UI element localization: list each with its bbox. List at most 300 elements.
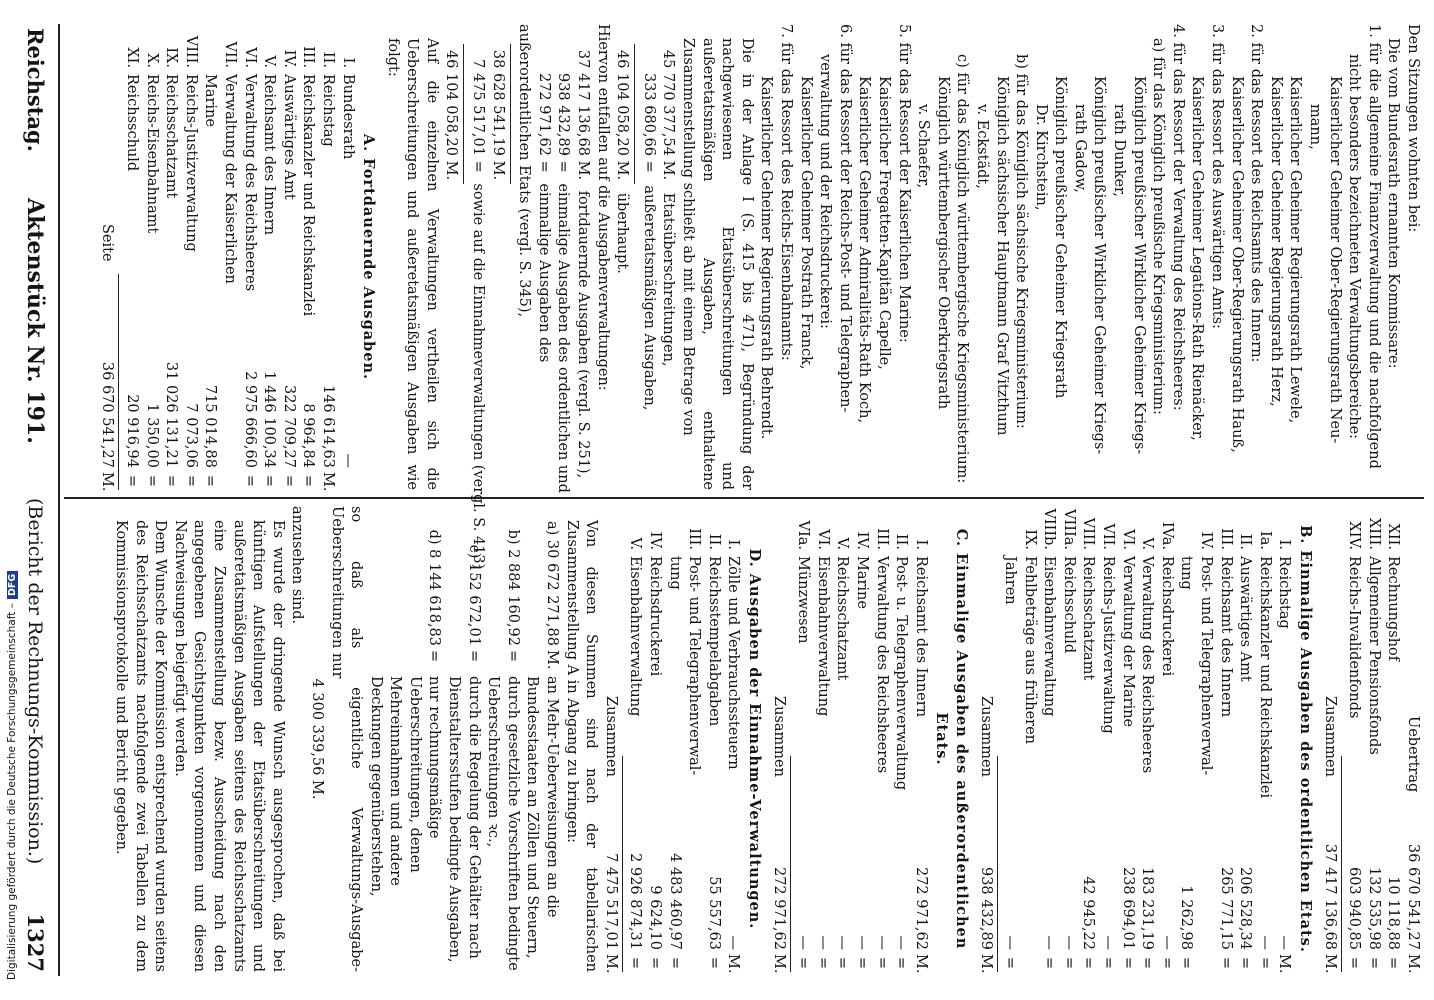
row-label: Reichsstempelabgaben (705, 556, 722, 727)
table-row (684, 506, 704, 972)
amount: d) 8 144 618,83 (426, 529, 443, 646)
text-line: Kaiserlicher Fregatten-Kapitän Capelle, (875, 76, 892, 370)
row-label: Verwaltung des Reichsheeres (873, 556, 890, 774)
label: sowie auf die Einnahmeverwaltungen (vergl. S. 413) (470, 183, 487, 570)
deduction-row (365, 506, 443, 972)
table-row (723, 506, 743, 972)
label: Zusammen (977, 696, 994, 777)
section-a-table (121, 24, 356, 490)
row-amount: 9 624,10 (647, 885, 664, 950)
row-label: Reichskanzler und Reichskanzlei (1256, 556, 1273, 799)
row-label: Verwaltung des Reichsheeres (1139, 556, 1156, 774)
row-unit: M. (725, 954, 742, 974)
unit: M. (99, 472, 116, 492)
row-label: Eisenbahnverwaltung (627, 556, 644, 717)
row-number: III. (300, 46, 317, 68)
table-row (1137, 506, 1157, 972)
row-amount: — (814, 935, 831, 950)
row-label: Reichstag (1276, 556, 1293, 629)
label: Uebertrag (1405, 716, 1421, 793)
unit: = (465, 650, 482, 663)
deduction-row (522, 506, 561, 972)
amount: a) 30 672 271,88 (544, 521, 561, 646)
label: überhaupt. (614, 192, 631, 274)
row-amount: 7 073,06 (182, 403, 199, 468)
row-amount: — (725, 935, 742, 950)
row-number: VI. (241, 47, 258, 68)
row-label: Reichsschuld (1060, 556, 1077, 654)
header-center: Aktenstück Nr. 191. (22, 198, 48, 444)
row-amount: — (339, 453, 356, 468)
row-number: XIII. (1365, 517, 1382, 550)
text-line: 3. für das Ressort des Auswärtigen Amts: (1209, 24, 1226, 329)
sum-rule (118, 274, 119, 490)
amount: c) 152 672,01 (465, 544, 482, 646)
row-number: VIa. (795, 520, 812, 550)
zusammen-row (975, 506, 995, 972)
row-unit: = (814, 956, 831, 970)
row-number: II. (705, 533, 722, 550)
row-label: tung (666, 556, 683, 590)
row-label: Eisenbahnverwaltung (1041, 556, 1058, 717)
table-row (1019, 506, 1039, 972)
sum-row (612, 24, 632, 490)
table-row (703, 506, 723, 972)
row-amount: 603 940,85 (1346, 866, 1363, 950)
unit: = (640, 160, 657, 173)
row-label: Verwaltung des Reichsheeres (241, 74, 258, 292)
row-amount: 183 231,19 (1139, 866, 1156, 950)
text-line: Kaiserlicher Geheimer Legations-Rath Rienäcker, (1189, 76, 1206, 441)
unit: = (470, 160, 487, 173)
row-label: Eisenbahnverwaltung (814, 556, 831, 717)
row-amount: 31 026 131,21 (163, 361, 180, 468)
paragraph-wunsch: Es wurde der dringende Wunsch ausgesprochen, daß bei künftigen Aufstellungen der Etatsüberschreitungen und außeretatsmäßigen Ausgaben seitens des Reichsschatzamts eine Zusammenstellung bezw. Ausscheidung nach den angegebenen Gesichtspunkten vorgenommen und diesen Nachweisungen beigefügt werden. (171, 520, 286, 972)
section-d-heading: D. Ausgaben der Einnahme-Verwaltungen. (746, 548, 763, 930)
row-label: Reichsamt des Innern (261, 74, 278, 236)
paragraph-eigentliche: so daß als eigentliche Verwaltungs-Ausgabe-Ueberschreitungen nur (328, 506, 365, 972)
row-label: Münzwesen (795, 556, 812, 644)
unit: = (535, 160, 552, 173)
amount: 38 628 541,19 (489, 49, 506, 156)
row-number: V. (261, 55, 278, 68)
row-amount: 715 014,88 (202, 384, 219, 468)
unit: M. (1321, 954, 1338, 974)
row-number: VI. (814, 529, 831, 550)
sum-rule (790, 756, 791, 972)
row-unit: = (143, 474, 160, 488)
row-label: Reichsschatzamt (163, 74, 180, 199)
row-number: XII. (1385, 523, 1402, 550)
text-line: Kaiserlicher Geheimer Regierungsrath Lewele, (1287, 76, 1304, 424)
row-unit: = (1139, 956, 1156, 970)
row-unit: = (124, 474, 140, 488)
row-amount: 2 975 666,60 (241, 371, 258, 468)
table-row (812, 506, 832, 972)
table-row (239, 24, 259, 490)
unit: M. (575, 160, 592, 181)
text-line: Kaiserlicher Geheimer Regierungsrath Herz, (1267, 76, 1284, 407)
table-row (625, 506, 645, 972)
row-unit: = (1158, 956, 1175, 970)
zusammen-row (1319, 506, 1339, 972)
row-number: III. (1217, 528, 1234, 550)
unit: M. (308, 780, 325, 800)
amount: 938 432,89 (977, 866, 994, 950)
row-number: X. (143, 53, 160, 68)
table-row (1274, 506, 1294, 972)
sum-rule (634, 44, 635, 184)
amount: 36 670 541,27 (1405, 843, 1421, 950)
row-label: Rechnungshof (1385, 556, 1402, 662)
text-line: Kaiserlicher Geheimer Regierungsrath Behrendt. (758, 76, 775, 440)
text-line: a) für das Königlich preußische Kriegsministerium: (1150, 38, 1167, 415)
amount: 7 475 517,01 (470, 59, 487, 156)
amount: 272 971,62 (770, 866, 787, 950)
text-line: Kaiserlicher Geheimer Postrath Franck, (797, 76, 814, 370)
row-unit: = (1178, 956, 1195, 970)
row-number: I. (912, 539, 929, 550)
row-label: Zölle und Verbrauchssteuern (725, 556, 742, 770)
row-unit: = (1256, 956, 1273, 970)
amount: 7 475 517,01 (602, 853, 619, 950)
row-amount: 8 964,84 (300, 403, 317, 468)
zusammen-row (768, 506, 788, 972)
row-label: Verwaltung der Marine (1119, 556, 1136, 728)
table-row (121, 24, 141, 490)
row-amount: 55 557,63 (705, 876, 722, 950)
unit: = (504, 650, 521, 663)
text-line: Kaiserlicher Geheimer Admiralitäts-Rath Koch, (856, 76, 873, 424)
paragraph-distribution: Auf die einzelnen Verwaltungen vertheilen sich die Ueberschreitungen und außeretatsmäßigen Ausgaben wie folgt: (384, 38, 440, 490)
unit: = (555, 160, 572, 173)
text-line: nicht besonders bezeichneten Verwaltungsbereiche: (1346, 54, 1363, 440)
label: Etatsüberschreitungen, (660, 192, 677, 367)
row-amount: 272 971,62 (912, 866, 929, 950)
row-number: VIII. (182, 35, 199, 68)
amount: 46 104 058,20 (614, 49, 631, 156)
row-number: III. (873, 528, 890, 550)
unit: M. (602, 954, 619, 974)
row-label: Reichs-Justizverwaltung (182, 74, 199, 252)
text-line: v. Schaefer, (915, 104, 932, 189)
section-d-table (625, 506, 743, 972)
row-number: VII. (1100, 523, 1117, 550)
row-unit: = (627, 956, 644, 970)
row-label: Auswärtiges Amt (280, 74, 297, 200)
table-row (1156, 506, 1176, 972)
row-label: Jahren (1002, 556, 1019, 605)
row-unit: = (1002, 956, 1019, 970)
unit: = (426, 650, 443, 663)
table-row (1344, 506, 1364, 972)
table-row (298, 24, 318, 490)
intro-line: Den Sitzungen wohnten bei: (1405, 24, 1421, 233)
sum-row (468, 24, 488, 570)
row-amount: 42 945,22 (1080, 876, 1097, 950)
right-column (66, 506, 1422, 972)
unit: M. (660, 160, 677, 181)
row-number: IVa. (1158, 521, 1175, 550)
text-line: mann, (1307, 104, 1324, 150)
table-row (219, 24, 239, 490)
row-unit: = (1119, 956, 1136, 970)
table-row (1363, 506, 1383, 972)
row-unit: = (300, 474, 317, 488)
row-amount: — (1256, 935, 1273, 950)
text-line: 1. für die allgemeine Finanzverwaltung und die nachfolgend (1365, 24, 1382, 469)
text-line: Königlich württembergischer Oberkriegsrath (934, 76, 951, 410)
table-row (1058, 506, 1078, 972)
row-unit: = (853, 956, 870, 970)
table-row (1383, 506, 1403, 972)
row-label: Marine (853, 556, 870, 609)
row-amount: — (795, 935, 812, 950)
text-line: 5. für das Ressort der Kaiserlichen Marine: (895, 24, 912, 343)
unit: M. (1405, 954, 1421, 974)
sum-row (441, 24, 461, 490)
digitization-credit (6, 280, 24, 980)
row-amount: 322 709,27 (280, 384, 297, 468)
text-line: 7. für das Ressort des Reichs-Eisenbahnamts: (778, 24, 794, 361)
sum-rule (997, 756, 998, 972)
table-row (180, 24, 200, 490)
sum-row (553, 24, 573, 493)
amount: 36 670 541,27 (99, 361, 116, 468)
row-amount: — (1060, 935, 1077, 950)
header-center-sub: (Bericht der Rechnungs-Kommission.) (24, 498, 46, 865)
row-amount: 2 926 874,31 (627, 853, 644, 950)
text-line: 2. für das Ressort des Reichsamts des Innern: (1248, 24, 1265, 363)
row-amount: — (1002, 935, 1019, 950)
row-amount: — (1276, 935, 1293, 950)
row-number: IX. (1021, 529, 1038, 550)
table-row (793, 506, 813, 972)
row-number: IV. (853, 531, 870, 550)
row-number: I. (1276, 539, 1293, 550)
sum-rule (464, 44, 465, 184)
row-amount: — (893, 935, 910, 950)
table-row (259, 24, 279, 490)
row-number: IX. (163, 47, 180, 68)
row-amount: — (853, 935, 870, 950)
row-label: Reichsschuld (124, 74, 140, 172)
row-amount: 146 614,63 (319, 384, 336, 468)
row-number: XIV. (1346, 521, 1363, 550)
row-amount: 265 771,15 (1217, 866, 1234, 950)
row-label: Reichsamt des Innern (912, 556, 929, 718)
row-label: Reichsdruckerei (647, 556, 664, 677)
amount: 37 417 136,68 (575, 49, 592, 156)
unit: M. (443, 160, 460, 181)
row-number: VII. (221, 41, 238, 68)
row-number: VIII. (1080, 517, 1097, 550)
row-label: Reichsschatzamt (1080, 556, 1097, 681)
row-unit: = (1041, 956, 1058, 970)
section-b-table (1000, 506, 1294, 972)
section-a-heading: A. Fortdauernde Ausgaben. (360, 133, 378, 381)
row-unit: = (666, 956, 683, 970)
table-row (891, 506, 911, 972)
uebertrag-row (1402, 506, 1422, 972)
amount: 272 971,62 (535, 72, 552, 156)
header-left: Reichstag. (23, 28, 48, 152)
text-line: Dr. Kirchstein, (1032, 104, 1049, 211)
row-amount: — (873, 935, 890, 950)
sum-row (638, 24, 658, 490)
row-label: Fehlbeträge aus früheren (1021, 556, 1038, 745)
unit: M. (489, 160, 506, 181)
row-label: Allgemeiner Pensionsfonds (1365, 556, 1382, 755)
text-line: rath Dunker, (1111, 104, 1128, 197)
row-number: Ia. (1256, 531, 1273, 550)
row-unit: = (705, 956, 722, 970)
table-row (200, 24, 220, 490)
row-number: V. (1139, 537, 1156, 550)
sum-row (487, 24, 507, 490)
row-unit: = (1080, 956, 1097, 970)
text-line: rath Gadow, (1071, 104, 1088, 193)
text-line: 4. für das Ressort der Verwaltung des Reichsheeres: (1169, 24, 1186, 411)
unit: M. (770, 954, 787, 974)
row-label: Reichs-Invalidenfonds (1346, 556, 1363, 719)
unit: M. (977, 954, 994, 974)
row-unit: = (1346, 956, 1363, 970)
row-number: V. (834, 537, 851, 550)
sum-row (658, 24, 678, 490)
amount: 37 417 136,68 (1321, 843, 1338, 950)
text-line: Kaiserlicher Geheimer Ober-Regierungsrath Neu- (1326, 76, 1343, 444)
table-row (1098, 506, 1118, 972)
row-number: XI. (124, 47, 140, 68)
sum-rule (1341, 756, 1342, 972)
section-b-heading: B. Einmalige Ausgaben des ordentlichen Etats. (1297, 525, 1315, 953)
text-line: c) für das Königlich württembergische Kriegsministerium: (954, 54, 971, 484)
row-number: II. (319, 51, 336, 68)
amount: 938 432,89 (555, 72, 572, 156)
label: durch die Regelung der Gehälter nach Dienstaltersstufen bedingte Ausgaben, (446, 676, 482, 963)
row-unit: = (163, 474, 180, 488)
row-unit: = (1237, 956, 1254, 970)
text-line: 6. für das Ressort der Reichs-Post- und Telegraphen- (836, 24, 853, 413)
table-row (1078, 506, 1098, 972)
row-amount: 238 694,01 (1119, 866, 1136, 950)
text-line: Königlich sächsischer Hauptmann Graf Vitzthum (993, 76, 1010, 436)
row-amount: 1 262,98 (1178, 885, 1195, 950)
row-label: Reichsamt des Innern (1217, 556, 1234, 718)
table-row (1195, 506, 1215, 972)
row-number: I. (725, 539, 742, 550)
row-number: IV. (1198, 531, 1215, 550)
table-row (1039, 506, 1059, 972)
table-row (1254, 506, 1274, 972)
row-label: Bundesrath (339, 74, 356, 160)
row-amount: 132 535,98 (1365, 866, 1382, 950)
commissaries-heading: Die vom Bundesrath ernannten Kommissare: (1385, 38, 1402, 369)
row-unit: = (647, 956, 664, 970)
unit: M. (544, 650, 561, 670)
row-number: VI. (1119, 529, 1136, 550)
row-label: Reichstag (319, 74, 336, 147)
row-label: tung (1178, 556, 1195, 590)
label: einmalige Ausgaben des ordentlichen und (555, 183, 572, 493)
table-row (317, 24, 337, 490)
row-unit: M. (319, 472, 336, 492)
row-amount: 10 118,88 (1385, 876, 1402, 950)
credit-text: Digitalisierung gefördert durch die Deutsche Forschungsgemeinschaft – (6, 603, 18, 980)
row-unit: = (241, 474, 258, 488)
row-amount: — (1041, 935, 1058, 950)
row-label: Reichs-Eisenbahnamt (143, 74, 160, 234)
header-rule (58, 24, 60, 976)
total-row (306, 506, 326, 972)
row-label: Verwaltung der Kaiserlichen (221, 74, 238, 284)
row-unit: = (261, 474, 278, 488)
row-number: IV. (647, 531, 664, 550)
text-line: Königlich preußischer Wirklicher Geheimer Kriegs- (1091, 76, 1108, 455)
label: Seite (99, 224, 116, 262)
text-line: v. Eckstädt, (973, 104, 990, 189)
row-label: Reichs-Justizverwaltung (1100, 556, 1117, 734)
seite-row (97, 24, 117, 490)
table-row (1235, 506, 1255, 972)
table-row (851, 506, 871, 972)
text-line: Kaiserlicher Geheimer Ober-Regierungsrath Hauß, (1228, 76, 1245, 453)
row-unit: = (182, 474, 199, 488)
row-unit: = (795, 956, 812, 970)
row-amount: — (1100, 935, 1117, 950)
row-unit: = (1100, 956, 1117, 970)
label: nur rechnungsmäßige Ueberschreitungen, denen Mehreinnahmen und andere Deckungen gegenüberstehen, (367, 676, 443, 897)
row-label: Marine (202, 74, 219, 127)
row-unit: = (1365, 956, 1382, 970)
column-divider (64, 497, 1424, 499)
section-c-heading: C. Einmalige Ausgaben des außerordentlichen Etats. (933, 528, 970, 950)
text-line: verwaltung und der Reichsdruckerei: (817, 54, 834, 329)
row-number: VIIIb. (1041, 508, 1058, 550)
row-unit: = (1385, 956, 1402, 970)
text-line: Königlich preußischer Wirklicher Geheimer Kriegs- (1130, 76, 1147, 455)
zusammen-row (600, 506, 620, 972)
section-c-table (793, 506, 930, 972)
table-row (278, 24, 298, 490)
row-amount: — (1158, 935, 1175, 950)
row-unit: M. (912, 954, 929, 974)
row-number: III. (686, 528, 703, 550)
sum-row (572, 24, 592, 490)
row-amount: 20 916,94 (124, 394, 140, 468)
amount: 45 770 377,54 (660, 49, 677, 156)
table-row (161, 24, 181, 490)
label: an Mehr-Ueberweisungen an die Bundesstaaten an Zöllen und Steuern, (524, 676, 561, 959)
row-amount: 1 350,00 (143, 403, 160, 468)
table-row (644, 506, 664, 972)
row-unit: = (1217, 956, 1234, 970)
section-a-continued-table (1344, 506, 1403, 972)
row-unit: = (202, 474, 219, 488)
row-label: Post- und Telegraphenverwal- (686, 556, 703, 776)
paragraph-abgang: Von diesen Summen sind nach der tabellarischen Zusammenstellung A in Abgang zu bringen: (563, 520, 600, 972)
row-unit: = (893, 956, 910, 970)
row-unit: = (1060, 956, 1077, 970)
row-number: VIIIa. (1060, 509, 1077, 550)
row-unit: = (873, 956, 890, 970)
text-line: anzusehen sind. (289, 506, 306, 625)
table-row (832, 506, 852, 972)
table-row (664, 506, 684, 972)
row-label: Reichskanzler und Reichskanzlei (300, 74, 317, 317)
sum-row (514, 24, 553, 490)
